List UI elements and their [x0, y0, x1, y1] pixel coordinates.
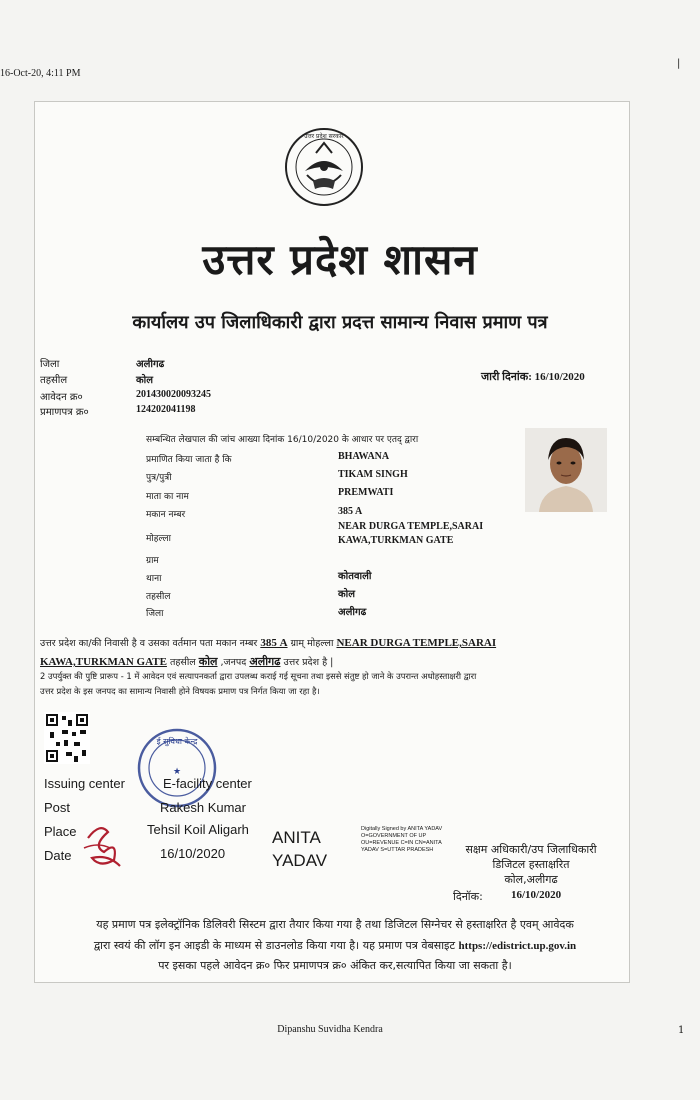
meta-value-tehsil: कोल — [136, 375, 154, 386]
signer-name — [272, 826, 327, 872]
svg-text:उत्तर प्रदेश सरकार: उत्तर प्रदेश सरकार — [304, 133, 344, 140]
applicant-photo — [525, 428, 607, 512]
qr-code-icon — [44, 712, 90, 764]
meta-value-certificate-no: 124202041198 — [136, 404, 196, 415]
field-value-tehsil: कोल — [338, 589, 356, 600]
residency-para-line4: उत्तर प्रदेश के इस जनपद का सामान्य निवासी होने विषयक प्रमाण पत्र निर्गत किया जा रहा है। — [40, 686, 320, 696]
signer-first-name: ANITA — [272, 828, 321, 847]
verification-url[interactable]: https://edistrict.up.gov.in — [458, 940, 577, 952]
issuing-center-value: E-facility center — [163, 776, 252, 791]
issuing-center-label: Issuing center — [44, 776, 125, 791]
footer-line2: द्वारा स्वयं की लॉग इन आइडी के माध्यम से डाउनलोड किया गया है। यह प्रमाण पत्र वेबसाइट https://edistrict.up.gov.in — [93, 939, 577, 952]
meta-label-district: जिला — [40, 359, 60, 370]
footer-line3: पर इसका पहले आवेदन क्र० फिर प्रमाणपत्र क्र० अंकित कर,सत्यापित किया जा सकता है। — [158, 959, 512, 972]
edge-mark-bottom: 1 — [678, 1025, 685, 1036]
footer-line1: यह प्रमाण पत्र इलेक्ट्रॉनिक डिलिवरी सिस्टम द्वारा तैयार किया गया है तथा डिजिटल सिग्नेचर से हस्ताक्षरित है एवम् आवेदक — [96, 918, 574, 931]
edge-mark: | — [677, 58, 681, 69]
post-label: Post — [44, 800, 71, 815]
sign-date-label: दिनॉक: — [453, 890, 483, 903]
place-value: Tehsil Koil Aligarh — [147, 822, 249, 837]
residency-para-line1: उत्तर प्रदेश का/की निवासी है व उसका वर्तमान पता मकान नम्बर 385 A ग्राम् मोहल्ला NEAR DURGA TEMPLE,SARAI — [40, 637, 497, 649]
meta-label-certificate-no: प्रमाणपत्र क्र० — [40, 407, 89, 418]
field-label-district: जिला — [146, 609, 164, 619]
place-label: Place — [44, 824, 77, 839]
meta-label-application-no: आवेदन क्र० — [40, 392, 83, 403]
field-value-house-no: 385 A — [338, 506, 363, 517]
svg-text:ई सुविधा केन्द्र: ई सुविधा केन्द्र — [156, 737, 198, 746]
handwritten-signature-icon — [78, 818, 128, 872]
issue-date: जारी दिनांक: 16/10/2020 — [481, 371, 585, 383]
field-label-mother: माता का नाम — [146, 492, 189, 502]
meta-value-district: अलीगढ — [136, 359, 165, 370]
field-value-district: अलीगढ — [338, 607, 367, 618]
field-value-mohalla: NEAR DURGA TEMPLE,SARAI — [338, 521, 484, 532]
residency-para-line3: 2 उपर्युक्त की पुष्टि प्रारूप - 1 में आवेदन एवं सत्यापनकर्ता द्वारा उपलब्ध कराई गई सूचना तथा इससे संतुष्ट हो जाने के उपरान्त अधोहस्ताक्षरी द्वारा — [40, 671, 477, 681]
field-value-name: BHAWANA — [338, 451, 390, 462]
svg-text:★: ★ — [172, 767, 182, 777]
authority-digital-signed: डिजिटल हस्ताक्षरित — [492, 858, 570, 871]
date-label: Date — [44, 848, 72, 863]
digital-signature-details: Digitally Signed by ANITA YADAV O=GOVERNMENT OF UP OU=REVENUE C=IN CN=ANITA YADAV S=UTTAR PRADESH — [361, 826, 443, 853]
date-value: 16/10/2020 — [160, 846, 226, 861]
person-photo-icon — [525, 428, 607, 512]
authority-title: सक्षम अधिकारी/उप जिलाधिकारी — [465, 843, 597, 856]
field-label-certified: प्रमाणित किया जाता है कि — [146, 455, 232, 465]
authority-location: कोल,अलीगढ — [504, 873, 558, 886]
field-value-mother: PREMWATI — [338, 487, 394, 498]
issuer-kendra-name: Dipanshu Suvidha Kendra — [277, 1024, 383, 1035]
meta-label-tehsil: तहसील — [40, 375, 68, 386]
certificate-subtitle: कार्यालय उप जिलाधिकारी द्वारा प्रदत्त सामान्य निवास प्रमाण पत्र — [132, 312, 548, 333]
field-label-tehsil: तहसील — [146, 592, 171, 602]
seal-stamp-icon — [135, 726, 219, 810]
field-value-mohalla-line2: KAWA,TURKMAN GATE — [338, 535, 454, 546]
meta-value-application-no: 201430020093245 — [136, 389, 211, 400]
field-value-father: TIKAM SINGH — [338, 469, 408, 480]
verification-intro: सम्बन्धित लेखपाल की जांच आख्या दिनांक 16/10/2020 के आधार पर एतद् द्वारा — [146, 435, 419, 445]
residency-para-line2: KAWA,TURKMAN GATE तहसील कोल ,जनपद अलीगढ उत्तर प्रदेश है | — [40, 656, 334, 668]
field-label-mohalla: मोहल्ला — [146, 534, 171, 544]
sign-date-value: 16/10/2020 — [511, 889, 562, 901]
field-label-police-station: थाना — [146, 574, 162, 584]
field-label-village: ग्राम — [146, 556, 159, 566]
field-value-police-station: कोतवाली — [338, 571, 372, 582]
post-value: Rakesh Kumar — [160, 800, 246, 815]
field-label-house-no: मकान नम्बर — [146, 510, 186, 520]
up-emblem-icon — [283, 123, 365, 211]
print-timestamp: 16-Oct-20, 4:11 PM — [0, 68, 81, 79]
signer-last-name: YADAV — [272, 851, 328, 870]
field-label-child-of: पुत्र/पुत्री — [146, 473, 172, 483]
page-title: उत्तर प्रदेश शासन — [202, 235, 478, 284]
